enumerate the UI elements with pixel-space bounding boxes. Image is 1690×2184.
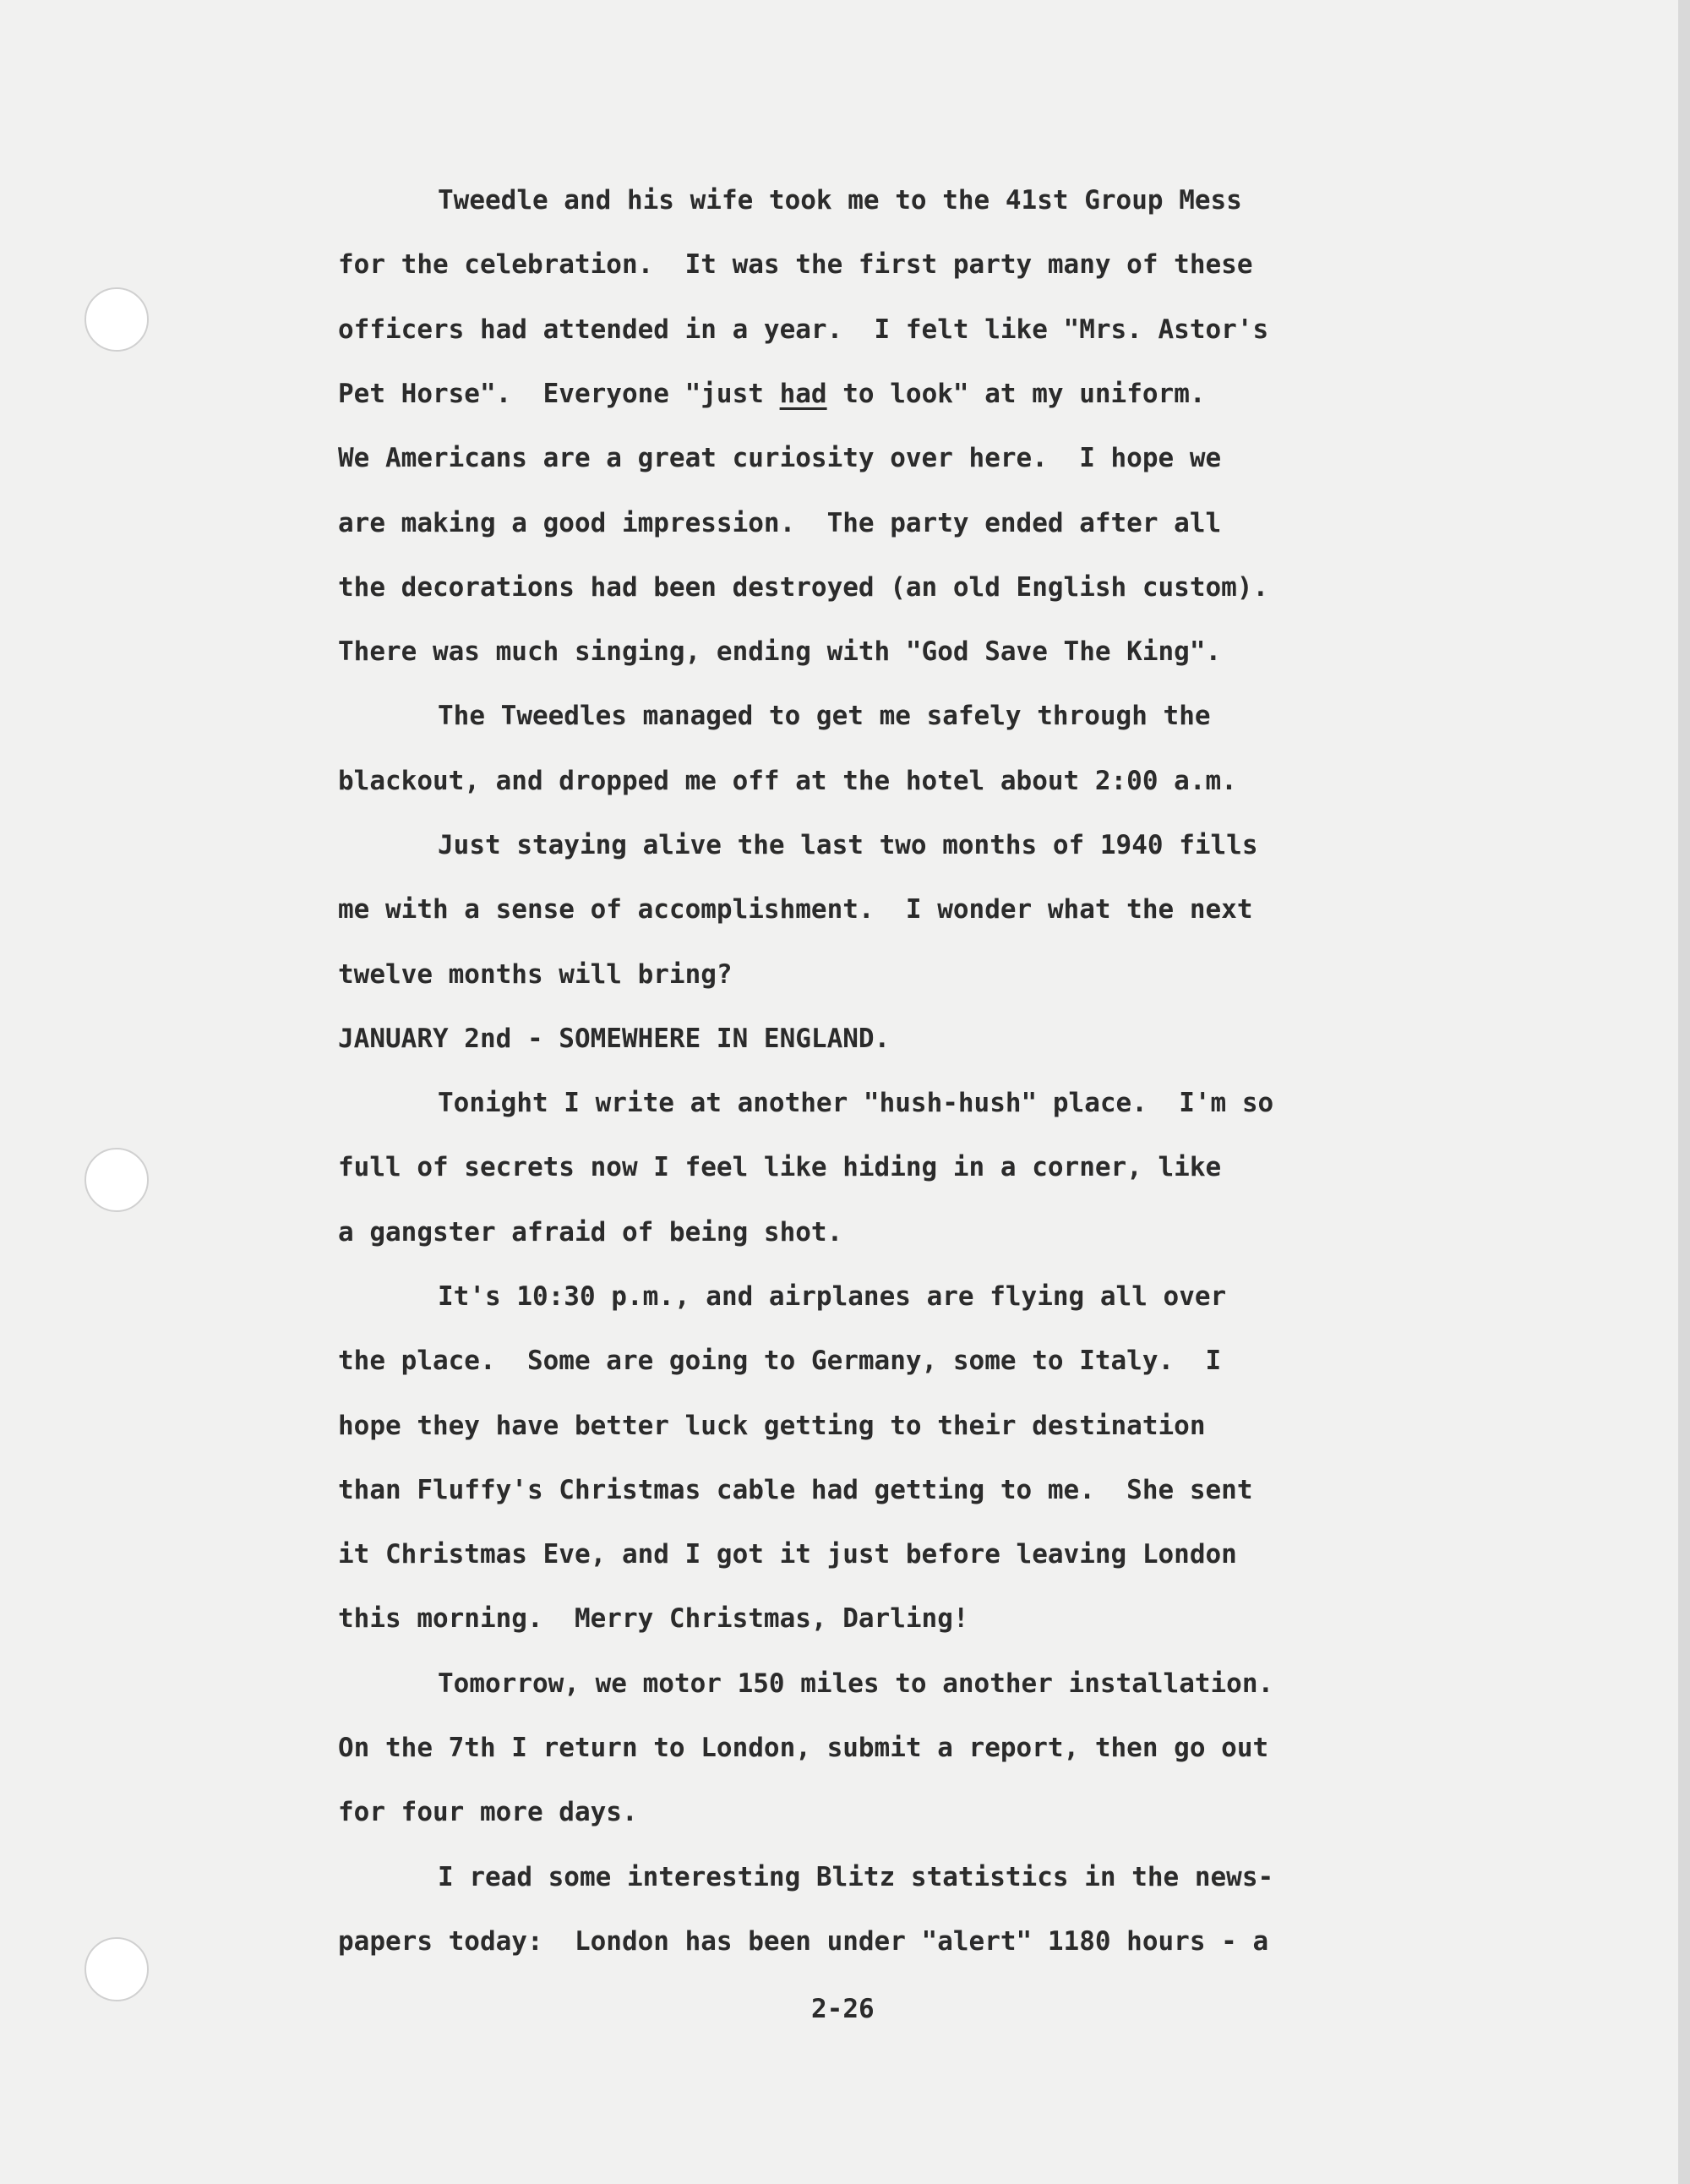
text-line: papers today: London has been under "alert" 1180 hours - a xyxy=(338,1926,1269,1957)
text-line: the decorations had been destroyed (an old English custom). xyxy=(338,572,1269,603)
text-line: Tomorrow, we motor 150 miles to another installation. xyxy=(438,1668,1274,1699)
punch-hole-middle xyxy=(84,1148,149,1212)
text-line: for the celebration. It was the first party many of these xyxy=(338,249,1253,280)
page-edge xyxy=(1678,0,1690,2184)
text-segment: to look" at my uniform. xyxy=(826,379,1206,409)
underlined-word: had xyxy=(779,379,827,409)
text-line: twelve months will bring? xyxy=(338,959,733,990)
text-line: Just staying alive the last two months of 1940 fills xyxy=(438,830,1258,860)
text-line: me with a sense of accomplishment. I wonder what the next xyxy=(338,894,1253,925)
text-line: The Tweedles managed to get me safely through the xyxy=(438,701,1211,731)
punch-hole-bottom xyxy=(84,1937,149,2001)
text-line-with-underline xyxy=(338,373,1206,415)
punch-hole-top xyxy=(84,287,149,352)
text-line: It's 10:30 p.m., and airplanes are flying all over xyxy=(438,1281,1227,1312)
text-line: On the 7th I return to London, submit a report, then go out xyxy=(338,1733,1269,1763)
text-line: blackout, and dropped me off at the hotel about 2:00 a.m. xyxy=(338,766,1237,796)
text-line: for four more days. xyxy=(338,1797,638,1827)
text-line: hope they have better luck getting to their destination xyxy=(338,1411,1206,1441)
text-line: are making a good impression. The party ended after all xyxy=(338,508,1222,538)
text-line: Tonight I write at another "hush-hush" place. I'm so xyxy=(438,1088,1274,1118)
text-line: full of secrets now I feel like hiding in a corner, like xyxy=(338,1152,1222,1182)
text-line: Tweedle and his wife took me to the 41st Group Mess xyxy=(438,185,1242,216)
page-number: 2-26 xyxy=(811,1994,875,2024)
text-segment: Pet Horse". Everyone "just xyxy=(338,379,780,409)
text-line: We Americans are a great curiosity over here. I hope we xyxy=(338,443,1222,473)
text-line: the place. Some are going to Germany, some to Italy. I xyxy=(338,1346,1222,1376)
text-line: than Fluffy's Christmas cable had getting to me. She sent xyxy=(338,1475,1253,1505)
text-line: I read some interesting Blitz statistics in the news- xyxy=(438,1862,1274,1892)
text-line: it Christmas Eve, and I got it just before leaving London xyxy=(338,1539,1237,1570)
section-heading: JANUARY 2nd - SOMEWHERE IN ENGLAND. xyxy=(338,1024,891,1054)
text-line: a gangster afraid of being shot. xyxy=(338,1217,843,1248)
text-line: There was much singing, ending with "God Save The King". xyxy=(338,636,1222,667)
text-line: officers had attended in a year. I felt like "Mrs. Astor's xyxy=(338,314,1269,345)
text-line: this morning. Merry Christmas, Darling! xyxy=(338,1603,969,1634)
